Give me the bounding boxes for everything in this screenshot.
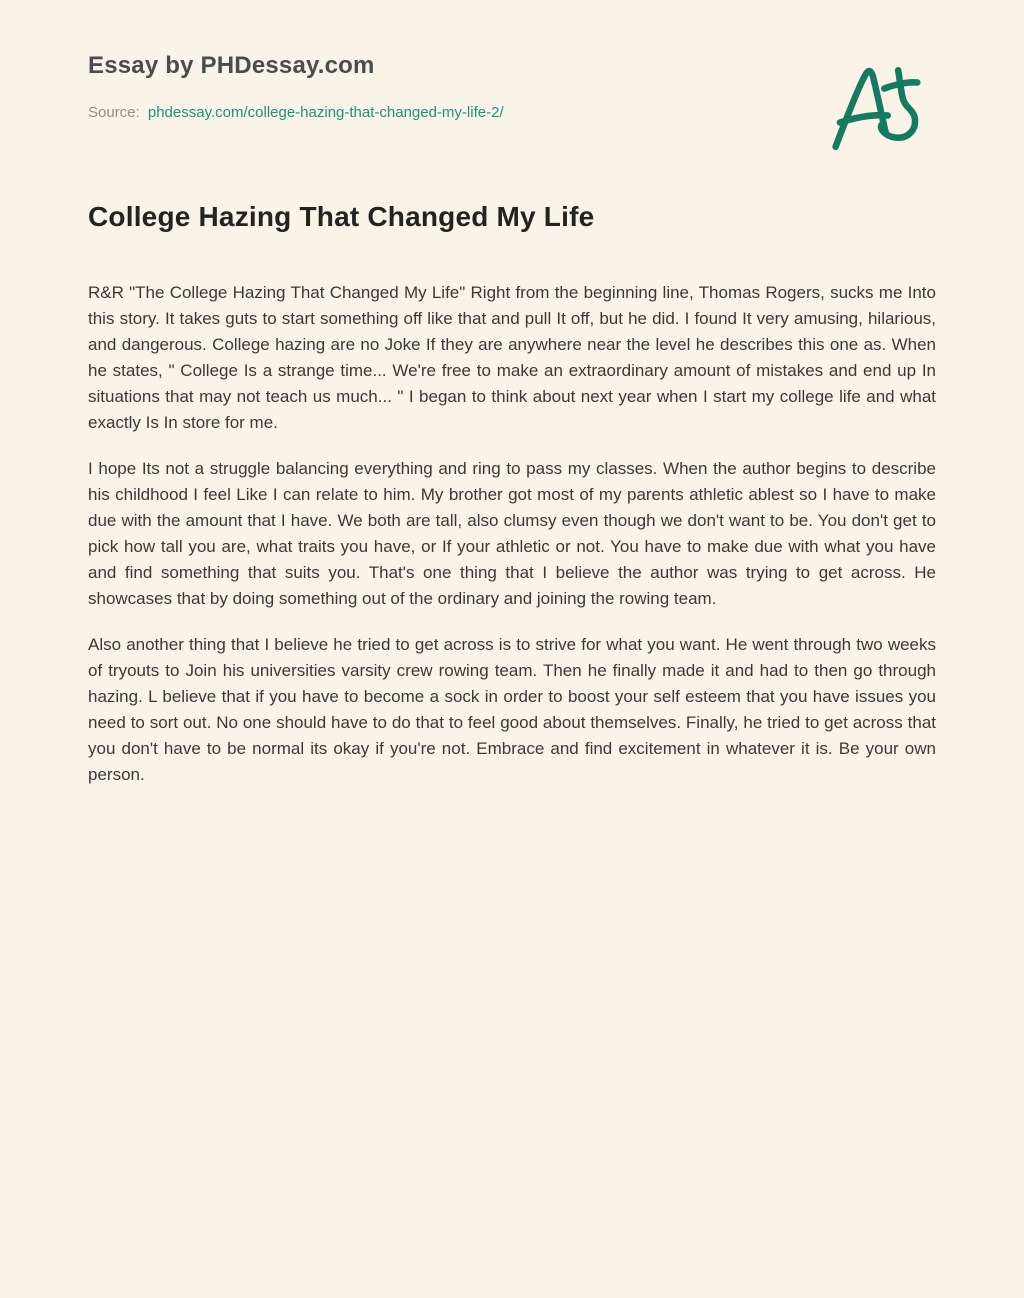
essay-paragraph-2: I hope Its not a struggle balancing everything and ring to pass my classes. When the author begins to describe his childhood I feel Like I can relate to him. My brother got most of my parents athletic ablest so I have to make due with the amount that I have. We both are tall, also clumsy even though we don't want to be. You don't get to pick how tall you are, what traits you have, or If your athletic or not. You have to make due with what you have and find something that suits you. That's one thing that I believe the author was trying to get across. He showcases that by doing something out of the ordinary and joining the rowing team. <box>88 459 936 608</box>
page-header <box>88 52 936 162</box>
essay-paragraph-3: Also another thing that I believe he tried to get across is to strive for what you want. He went through two weeks of tryouts to Join his universities varsity crew rowing team. Then he finally made it and had to then go through hazing. L believe that if you have to become a sock in order to boost your self esteem that you have issues you need to sort out. No one should have to do that to feel good about themselves. Finally, he tried to get across that you don't have to be normal its okay if you're not. Embrace and find excitement in whatever it is. Be your own person. <box>88 635 936 784</box>
phdessay-logo <box>826 56 926 162</box>
essay-paragraph-1: R&R "The College Hazing That Changed My Life" Right from the beginning line, Thomas Rogers, sucks me Into this story. It takes guts to start something off like that and pull It off, but he did. I found It very amusing, hilarious, and dangerous. College hazing are no Joke If they are anywhere near the level he describes this one as. When he states, " College Is a strange time... We're free to make an extraordinary amount of mistakes and end up In situations that may not teach us much... " I began to think about next year when I start my college life and what exactly Is In store for me. <box>88 283 936 432</box>
essay-title: College Hazing That Changed My Life <box>88 201 595 232</box>
site-title: Essay by PHDessay.com <box>88 52 375 79</box>
source-label: Source: <box>88 104 140 121</box>
source-line <box>88 104 504 121</box>
essay-body <box>88 280 936 788</box>
source-link[interactable]: phdessay.com/college-hazing-that-changed-my-life-2/ <box>147 104 504 121</box>
header-text-block <box>88 52 504 121</box>
essay-content <box>88 200 936 788</box>
a-plus-logo-icon <box>826 56 926 162</box>
